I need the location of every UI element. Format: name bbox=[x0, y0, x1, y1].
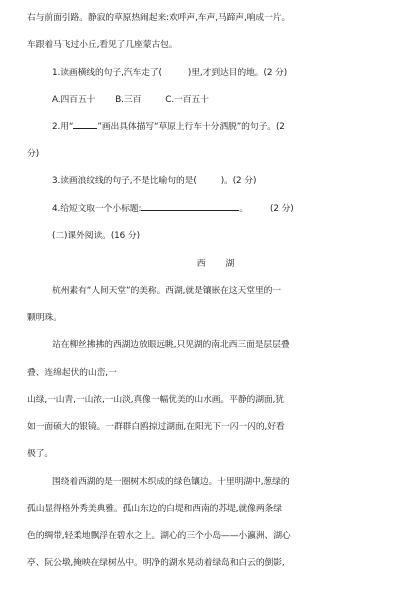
article-line: 杭州素有“人间天堂”的美称。西湖,就是镶嵌在这天堂里的一 bbox=[52, 286, 282, 296]
article-line: 站在柳丝拂拂的西湖边放眼远眺,只见湖的南北西三面是层层叠 bbox=[52, 340, 290, 350]
title-char: 西 bbox=[196, 259, 206, 269]
section-heading: (二)课外阅读。(16 分) bbox=[52, 231, 140, 241]
passage-line: 车跟着马飞过小丘,看见了几座蒙古包。 bbox=[27, 40, 178, 50]
question-1-prefix: 1.读画横线的句子,汽车走了( bbox=[52, 68, 162, 78]
question-3-suffix: )。(2 分) bbox=[220, 176, 257, 186]
question-1-suffix: )里,才到达目的地。(2 分) bbox=[187, 68, 288, 78]
question-4-prefix: 4.给短文取一个小标题: bbox=[52, 204, 142, 214]
question-2-continuation: 分) bbox=[27, 149, 40, 159]
question-3-prefix: 3.读画浪纹线的句子,不是比喻句的是( bbox=[52, 176, 197, 186]
article-title bbox=[0, 255, 409, 273]
answer-line[interactable] bbox=[141, 200, 239, 211]
option-c: C.一百五十 bbox=[165, 95, 209, 105]
article-line: 围绕着西湖的是一圈树木织成的绿色镶边。十里明湖中,葱绿的 bbox=[52, 477, 290, 487]
underline-mark bbox=[73, 118, 97, 129]
question-2-prefix: 2.用“ bbox=[52, 122, 74, 132]
question-2-suffix: ”画出具体描写“草原上行车十分洒脱”的句子。(2 bbox=[97, 122, 285, 132]
article-line: 叠、连绵起伏的山峦,一 bbox=[27, 368, 117, 378]
question-2 bbox=[0, 118, 409, 136]
question-1 bbox=[0, 64, 409, 82]
option-a: A.四百五十 bbox=[52, 95, 96, 105]
article-line: 极了。 bbox=[27, 449, 54, 459]
article-line: 如一面硕大的银镜。一群群白鸥掠过湖面,在阳光下一闪一闪的,好看 bbox=[27, 422, 285, 432]
article-line: 色的绸带,轻柔地飘浮在碧水之上。湖心的三个小岛——小瀛洲、湖心 bbox=[27, 531, 291, 541]
title-char: 湖 bbox=[225, 259, 235, 269]
question-4 bbox=[0, 200, 409, 218]
question-4-score: (2 分) bbox=[270, 204, 294, 214]
article-line: 颗明珠。 bbox=[27, 313, 62, 323]
question-3 bbox=[0, 172, 409, 190]
article-line: 亭、阮公墩,掩映在绿树丛中。明净的湖水晃动着绿岛和白云的倒影, bbox=[27, 558, 285, 568]
passage-line: 右与前面引路。静寂的草原热闹起来:欢呼声,车声,马蹄声,响成一片。 bbox=[27, 13, 291, 23]
article-line: 山绿,一山青,一山浓,一山淡,真像一幅优美的山水画。平静的湖面,犹 bbox=[27, 395, 284, 405]
question-1-options bbox=[0, 91, 409, 109]
question-4-suffix: 。 bbox=[239, 204, 249, 214]
article-line: 孤山显得格外秀美典雅。孤山东边的白堤和西南的苏堤,就像两条绿 bbox=[27, 504, 282, 514]
option-b: B.三百 bbox=[115, 95, 142, 105]
